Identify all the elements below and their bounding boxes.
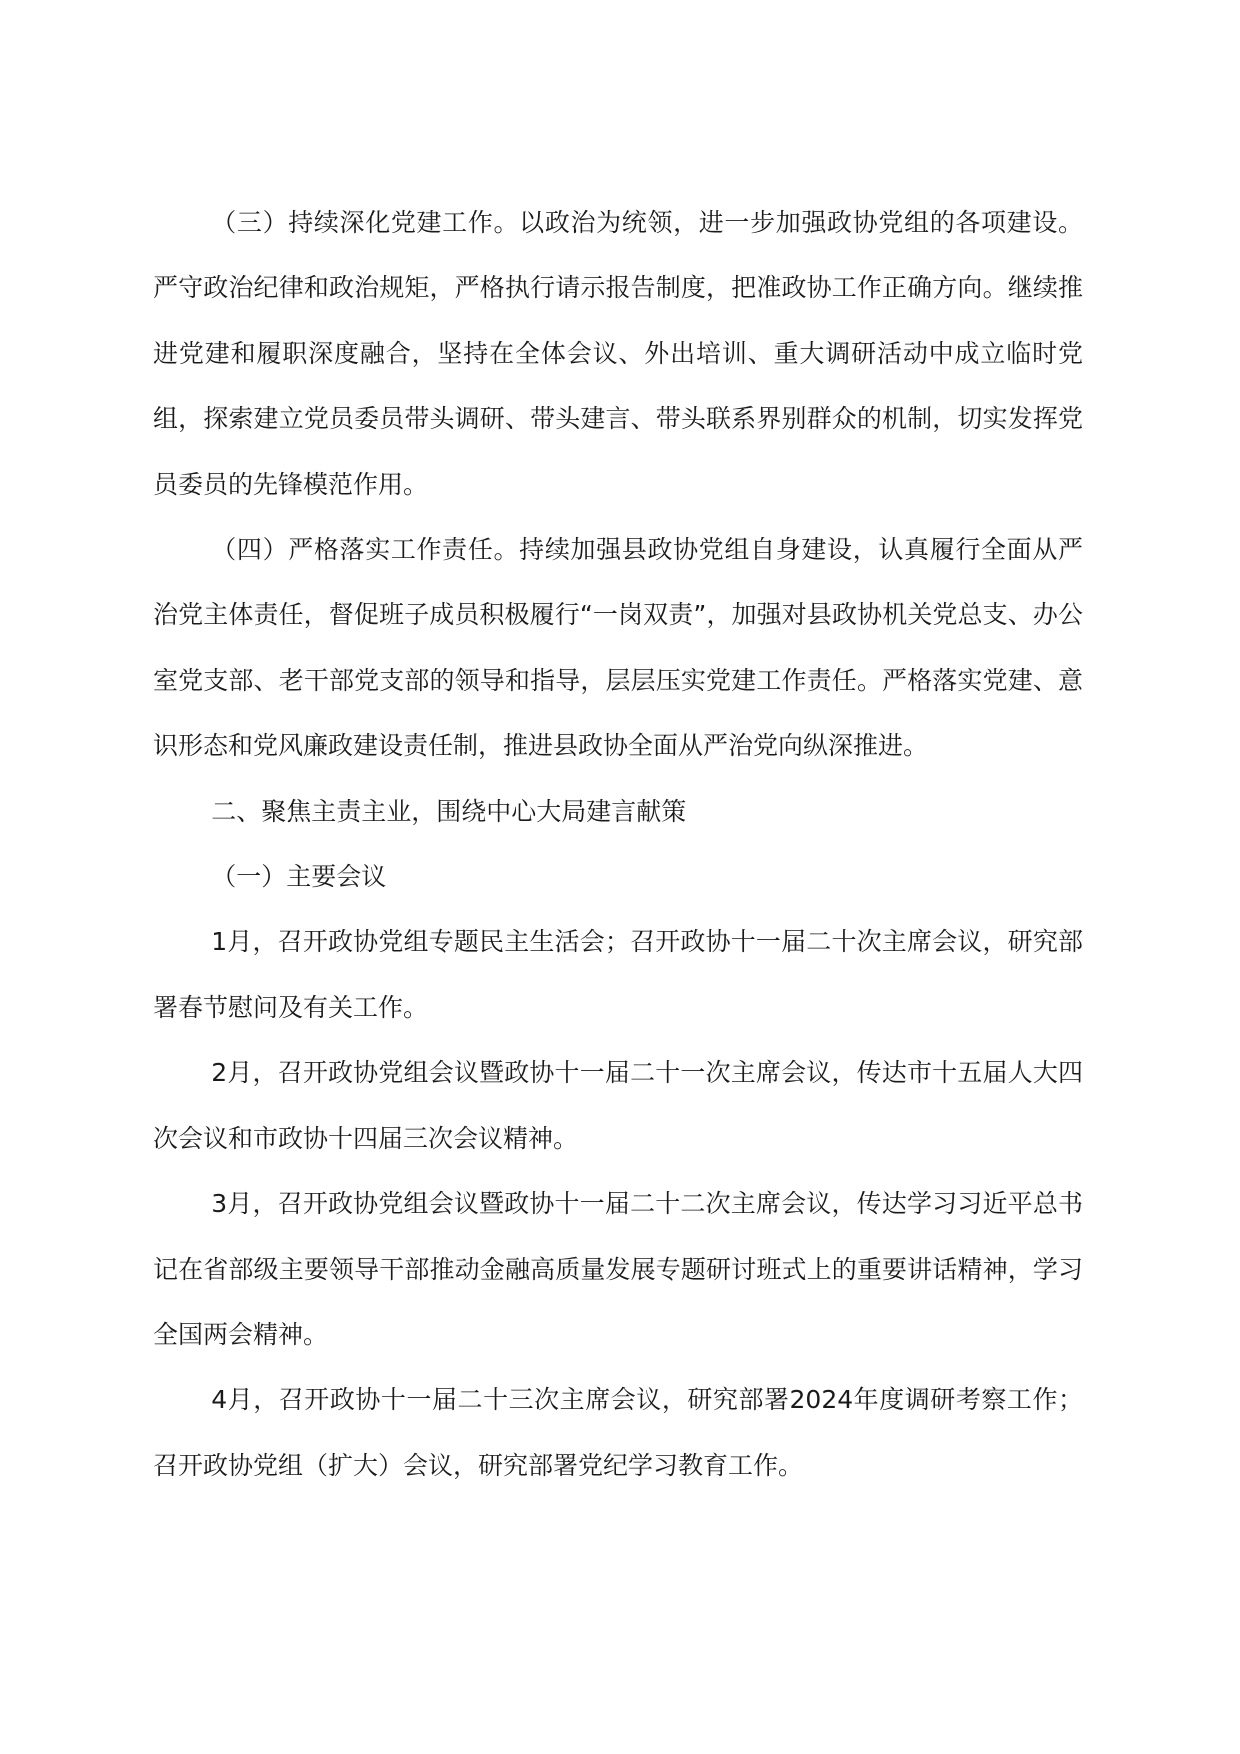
paragraph-january: 1月，召开政协党组专题民主生活会；召开政协十一届二十次主席会议，研究部署春节慰问及有关工作。 <box>153 927 1083 1022</box>
paragraph-march: 3月，召开政协党组会议暨政协十一届二十二次主席会议，传达学习习近平总书记在省部级主要领导干部推动金融高质量发展专题研讨班式上的重要讲话精神，学习全国两会精神。 <box>153 1189 1083 1349</box>
paragraph-february: 2月，召开政协党组会议暨政协十一届二十一次主席会议，传达市十五届人大四次会议和市政协十四届三次会议精神。 <box>153 1058 1083 1153</box>
section-heading-2: 二、聚焦主责主业，围绕中心大局建言献策 <box>211 796 687 826</box>
paragraph-work-responsibility: （四）严格落实工作责任。持续加强县政协党组自身建设，认真履行全面从严治党主体责任，督促班子成员积极履行“一岗双责”，加强对县政协机关党总支、办公室党支部、老干部党支部的领导和指导，层层压实党建工作责任。严格落实党建、意识形态和党风廉政建设责任制，推进县政协全面从严治党向纵深推进。 <box>153 535 1083 761</box>
paragraph-april: 4月，召开政协十一届二十三次主席会议，研究部署2024年度调研考察工作；召开政协党组（扩大）会议，研究部署党纪学习教育工作。 <box>153 1385 1083 1480</box>
subsection-heading-main-meetings: （一）主要会议 <box>211 862 387 892</box>
paragraph-party-building: （三）持续深化党建工作。以政治为统领，进一步加强政协党组的各项建设。严守政治纪律和政治规矩，严格执行请示报告制度，把准政协工作正确方向。继续推进党建和履职深度融合，坚持在全体会议、外出培训、重大调研活动中成立临时党组，探索建立党员委员带头调研、带头建言、带头联系界别群众的机制，切实发挥党员委员的先锋模范作用。 <box>153 208 1083 499</box>
document-body <box>153 190 1083 1498</box>
